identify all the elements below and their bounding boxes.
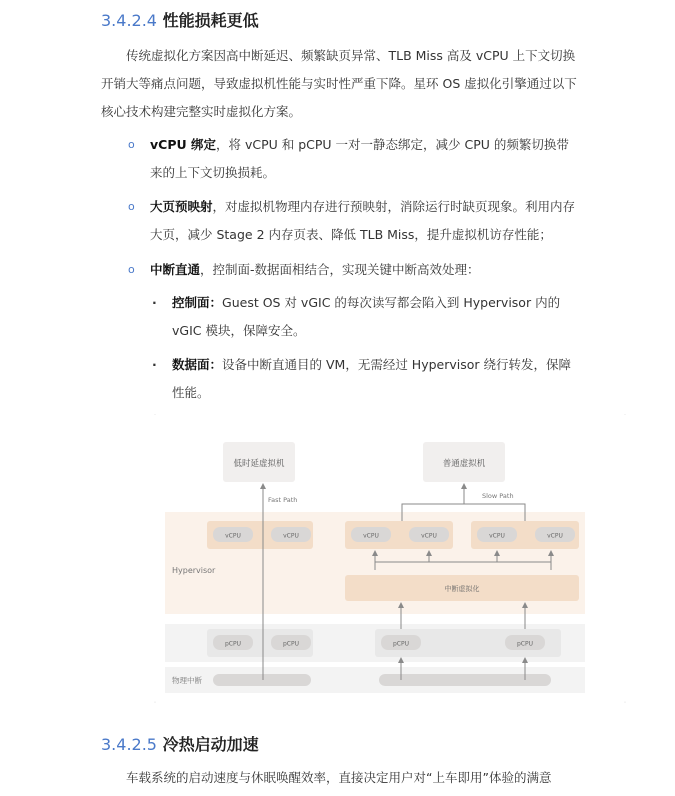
bullet-vcpu-binding [126, 131, 578, 187]
bullet-bold: 大页预映射 [150, 199, 213, 214]
svg-text:˙: ˙ [623, 701, 627, 710]
intro-paragraph: 传统虚拟化方案因高中断延迟、频繁缺页异常、TLB Miss 高及 vCPU 上下文切换开销大等痛点问题，导致虚拟机性能与实时性严重下降。星环 OS 虚拟化引擎通过以下核心技术构建完整实时虚拟化方案。 [101, 48, 577, 119]
vcpu-label: vCPU [489, 532, 505, 540]
sub-bullet-control-plane [150, 289, 580, 345]
slow-path-label: Slow Path [482, 492, 514, 500]
bullet-interrupt-passthrough [126, 256, 578, 284]
pcpu-label: pCPU [516, 640, 534, 648]
sub-bullet-bold: 控制面： [172, 295, 223, 310]
svg-text:˙: ˙ [623, 414, 627, 422]
physical-interrupt-label: 物理中断 [172, 676, 202, 685]
section-title-2: 冷热启动加速 [162, 735, 259, 754]
section-heading-2 [101, 732, 259, 755]
fast-path-label: Fast Path [268, 496, 298, 504]
section-number-2: 3.4.2.5 [101, 735, 157, 754]
vcpu-label: vCPU [421, 532, 437, 540]
bullet-bold: 中断直通 [150, 262, 201, 277]
pcpu-label: pCPU [392, 640, 410, 648]
sub-bullet-marker: · [152, 295, 157, 310]
vcpu-label: vCPU [547, 532, 563, 540]
section-title: 性能损耗更低 [162, 11, 259, 30]
bullet-bold: vCPU 绑定 [150, 137, 216, 152]
svg-text:˙: ˙ [153, 414, 157, 422]
sub-bullet-text: Guest OS 对 vGIC 的每次读写都会陷入到 Hypervisor 内的 vGIC 模块，保障安全。 [172, 295, 561, 338]
physical-interrupt-bar-left [213, 674, 311, 686]
vm-label-left: 低时延虚拟机 [233, 459, 285, 469]
vm-label-right: 普通虚拟机 [442, 459, 486, 469]
bullet-marker: o [128, 138, 135, 151]
bullet-marker: o [128, 200, 135, 213]
svg-text:˙: ˙ [153, 701, 157, 710]
interrupt-architecture-diagram [153, 414, 627, 710]
section-heading [101, 8, 259, 31]
pcpu-label: pCPU [282, 640, 300, 648]
bullet-hugepage [126, 193, 578, 249]
interrupt-virtualization-label: 中断虚拟化 [444, 585, 480, 593]
sub-bullet-text: 设备中断直通目的 VM，无需经过 Hypervisor 绕行转发，保障性能。 [172, 357, 572, 400]
vcpu-label: vCPU [225, 532, 241, 540]
bullet-text: ，将 vCPU 和 pCPU 一对一静态绑定，减少 CPU 的频繁切换带来的上下文切换损耗。 [150, 137, 569, 180]
vcpu-label: vCPU [283, 532, 299, 540]
sub-bullet-bold: 数据面： [172, 357, 223, 372]
sub-bullet-data-plane [150, 351, 580, 407]
sub-bullet-marker: · [152, 357, 157, 372]
pcpu-label: pCPU [224, 640, 242, 648]
section2-paragraph: 车载系统的启动速度与休眠唤醒效率，直接决定用户对“上车即用”体验的满意 [126, 770, 552, 785]
vcpu-label: vCPU [363, 532, 379, 540]
bullet-marker: o [128, 263, 135, 276]
bullet-text: ，对虚拟机物理内存进行预映射，消除运行时缺页现象。利用内存大页，减少 Stage 2 内存页表、降低 TLB Miss，提升虚拟机访存性能； [150, 199, 576, 242]
bullet-text: ，控制面-数据面相结合，实现关键中断高效处理： [200, 262, 480, 277]
hypervisor-label: Hypervisor [172, 566, 216, 575]
section-number: 3.4.2.4 [101, 11, 157, 30]
